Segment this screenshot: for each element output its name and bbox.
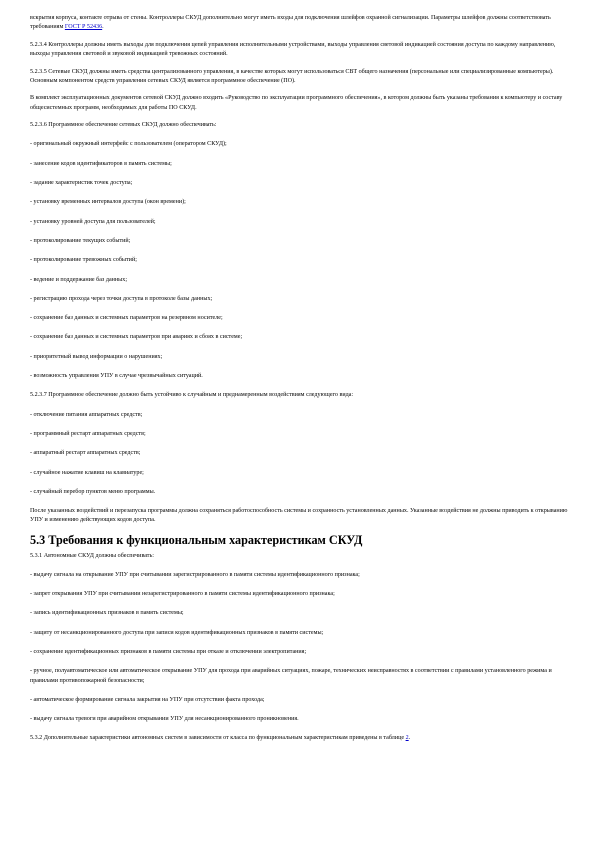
list-item: - протоколирование тревожных событий;: [30, 257, 137, 264]
list-item: - возможность управления УПУ в случае чрезвычайных ситуаций.: [30, 373, 203, 380]
list-item: - отключение питания аппаратных средств;: [30, 411, 143, 418]
list-item: - случайный перебор пунктов меню программы.: [30, 488, 156, 495]
list-item: - выдачу сигнала тревоги при аварийном открывании УПУ для несанкционированного проникновения.: [30, 716, 299, 723]
list-item: - аппаратный рестарт аппаратных средств;: [30, 450, 141, 457]
list-item: - случайное нажатие клавиш на клавиатуре;: [30, 469, 144, 476]
software-requirements-list: [30, 140, 572, 391]
list-item: - защиту от несанкционированного доступа при записи кодов идентификационных признаков в памяти системы;: [30, 629, 324, 636]
list-item: - запись идентификационных признаков в память системы;: [30, 610, 184, 617]
list-item: - установку уровней доступа для пользователей;: [30, 218, 156, 225]
list-item: - сохранение баз данных и системных параметров при авариях и сбоях в системе;: [30, 334, 243, 341]
list-item: - выдачу сигнала на открывание УПУ при считывании зарегистрированного в памяти системы идентификационного признака;: [30, 571, 360, 578]
paragraph-5-3-2: 5.3.2 Дополнительные характеристики автономных систем в зависимости от класса по функциональным характеристикам приведены в таблице 2.: [30, 735, 411, 742]
table-2-link[interactable]: 2: [405, 735, 409, 742]
list-item: - ведение и поддержание баз данных;: [30, 276, 128, 283]
gost-link[interactable]: ГОСТ Р 52436: [64, 24, 103, 31]
paragraph-5-2-3-7: 5.2.3.7 Программное обеспечение должно быть устойчиво к случайным и преднамеренным воздействиям следующего вида:: [30, 392, 354, 399]
robustness-list: [30, 411, 572, 507]
list-item: - регистрацию прохода через точки доступа в протоколе базы данных;: [30, 295, 213, 302]
list-item: - оригинальный окружный интерфейс с пользователем (оператором СКУД);: [30, 141, 227, 148]
document-page: [30, 14, 572, 744]
autonomous-requirements-list: [30, 571, 572, 735]
list-item: - программный рестарт аппаратных средств;: [30, 430, 146, 437]
list-item: - задание характеристик точек доступа;: [30, 180, 133, 187]
paragraph-5-3-1: 5.3.1 Автономные СКУД должны обеспечивать:: [30, 552, 154, 559]
paragraph-5-2-3-4: 5.2.3.4 Контроллеры должны иметь выходы для подключения цепей управления исполнительными устройствами, выходы управления световой индикацией состояния доступа по каждому направлению, выходы управления световой и звуковой индикацией тревожных состояний.: [30, 41, 556, 57]
list-item: - автоматическое формирование сигнала закрытия на УПУ при отсутствии факта прохода;: [30, 696, 265, 703]
section-heading-5-3: 5.3 Требования к функциональным характеристикам СКУД: [30, 532, 363, 547]
paragraph-after-effects: После указанных воздействий и перезапуска программы должна сохраняться работоспособность системы и сохранность установленных данных. Указанные воздействия не должны приводить к открыванию УПУ и изменению действующих кодов доступа.: [30, 508, 568, 524]
list-item: - ручное, полуавтоматическое или автоматическое открывание УПУ для прохода при аварийных ситуациях, пожаре, технических неисправностях в соответствии с правилами установленного режима и правилами противопожарной безопасности;: [30, 668, 552, 684]
list-item: - сохранение идентификационных признаков в памяти системы при отказе и отключении электропитания;: [30, 649, 307, 656]
paragraph-5-2-3-5: 5.2.3.5 Сетевые СКУД должны иметь средства централизованного управления, в качестве которых могут использоваться СВТ общего назначения (персональные или специализированные компьютеры). Основным компонентом средств управления сетевых СКУД является программное обеспечение (ПО).: [30, 68, 554, 84]
list-item: - запрет открывания УПУ при считывании незарегистрированного в памяти системы идентификационного признака;: [30, 591, 335, 598]
list-item: - занесение кодов идентификаторов в память системы;: [30, 160, 172, 167]
list-item: - установку временных интервалов доступа (окон времени);: [30, 199, 186, 206]
list-item: - протоколирование текущих событий;: [30, 237, 131, 244]
list-item: - сохранение баз данных и системных параметров на резервном носителе;: [30, 315, 223, 322]
paragraph-5-2-3-6: 5.2.3.6 Программное обеспечение сетевых СКУД должно обеспечивать:: [30, 122, 217, 129]
list-item: - приоритетный вывод информации о нарушениях;: [30, 353, 163, 360]
paragraph-1: вскрытия корпуса, контакте отрыва от стены. Контроллеры СКУД дополнительно могут иметь входы для подключения шлейфов охранной сигнализации. Параметры шлейфов должны соответствовать требованиям ГОСТ Р 52436.: [30, 15, 551, 31]
paragraph-documentation: В комплект эксплуатационных документов сетевой СКУД должно входить «Руководство по эксплуатации программного обеспечения», в котором должны быть указаны требования к компьютеру и составу общесистемных программ, необходимых для работы ПО СКУД.: [30, 95, 563, 111]
